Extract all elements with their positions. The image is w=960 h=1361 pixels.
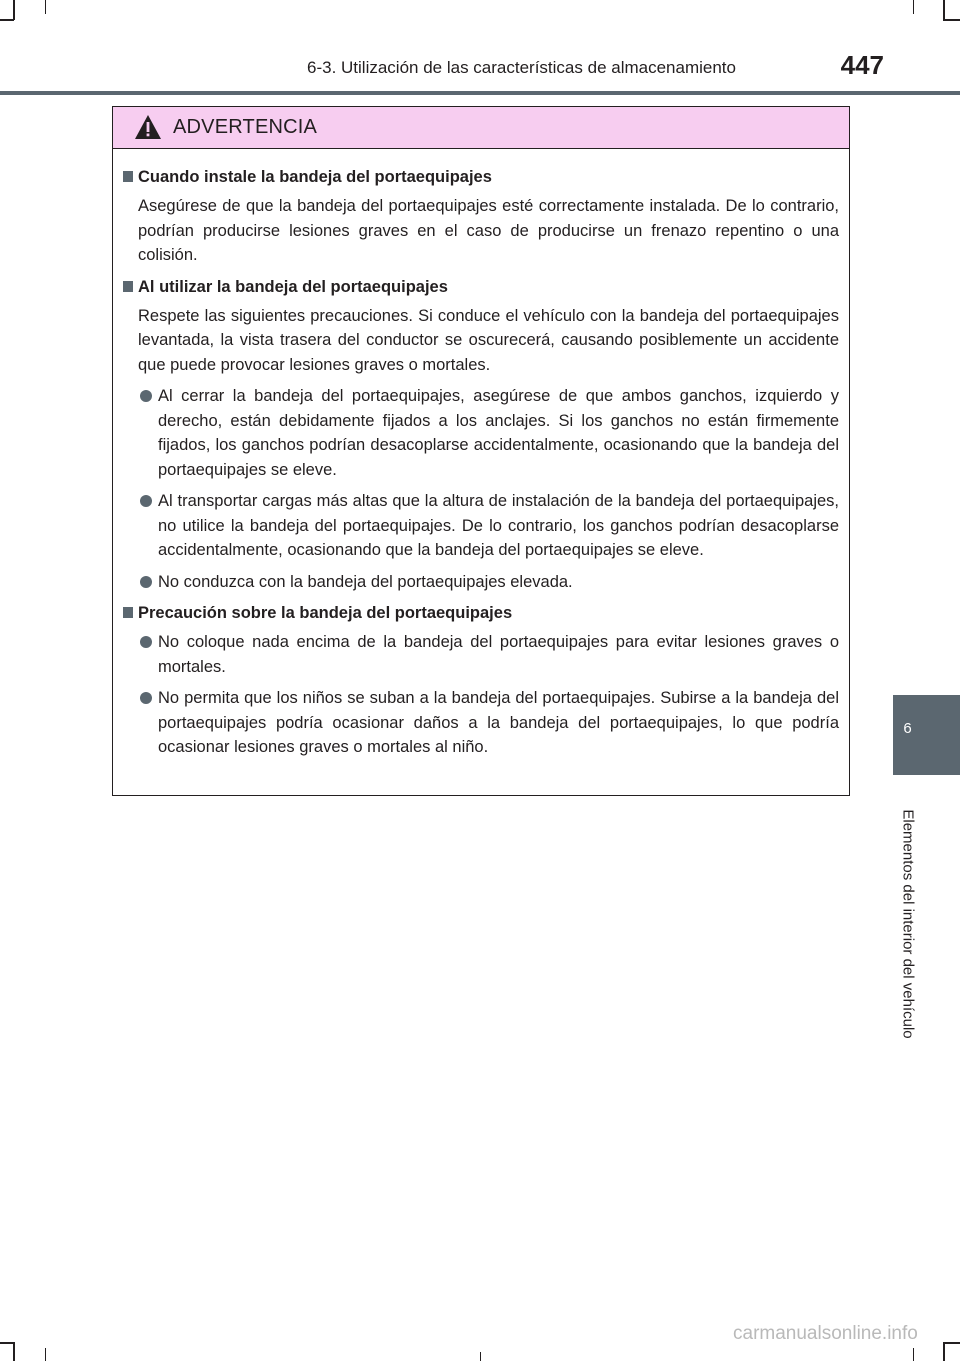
round-bullet-icon (140, 636, 152, 648)
registration-tick (913, 1348, 914, 1361)
warning-box (112, 106, 850, 796)
bullet-item (123, 570, 839, 595)
chapter-label-text: Elementos del interior del vehículo (899, 809, 917, 1039)
section-title: 6-3. Utilización de las características de almacenamiento (307, 58, 736, 77)
bullet-text: No conduzca con la bandeja del portaequipajes elevada. (158, 572, 573, 591)
registration-tick (45, 0, 46, 14)
crop-mark (0, 19, 14, 21)
square-bullet-icon (123, 607, 133, 618)
crop-mark (943, 19, 960, 21)
crop-mark (13, 0, 15, 20)
warning-body (113, 149, 849, 760)
crop-mark (0, 1342, 14, 1344)
section-heading-text: Precaución sobre la bandeja del portaequipajes (138, 604, 513, 622)
registration-tick (45, 1348, 46, 1361)
bullet-text: Al cerrar la bandeja del portaequipajes, asegúrese de que ambos ganchos, izquierdo y derecho, están debidamente fijados a los anclajes. Si los ganchos no están firmemente fijados, los ganchos podrían desacoplarse accidentalmente, ocasionando que la bandeja del portaequipajes se eleve. (158, 387, 839, 479)
round-bullet-icon (140, 390, 152, 402)
chapter-tab (893, 695, 960, 775)
warning-header (113, 107, 849, 149)
bullet-text: No permita que los niños se suban a la bandeja del portaequipajes. Subirse a la bandeja del portaequipajes podría ocasionar daños a la bandeja del portaequipajes, lo que podría ocasionar lesiones graves o mortales al niño. (158, 689, 839, 756)
bullet-text: Al transportar cargas más altas que la altura de instalación de la bandeja del portaequipajes, no utilice la bandeja del portaequipajes. De lo contrario, los ganchos podrían desacoplarse accidentalmente, ocasionando que la bandeja del portaequipajes se eleve. (158, 492, 839, 559)
watermark: carmanualsonline.info (733, 1323, 918, 1344)
square-bullet-icon (123, 281, 133, 292)
chapter-number: 6 (903, 720, 912, 737)
page-number: 447 (840, 50, 884, 80)
round-bullet-icon (140, 692, 152, 704)
chapter-label (894, 788, 922, 1060)
paragraph: Asegúrese de que la bandeja del portaequipajes esté correctamente instalada. De lo contrario, podrían producirse lesiones graves en el caso de producirse un frenazo repentino o una colisión. (138, 197, 839, 264)
bullet-item (123, 630, 839, 679)
bullet-item (123, 489, 839, 563)
warning-title: ADVERTENCIA (173, 116, 318, 138)
registration-tick (913, 0, 914, 14)
header-rule (0, 91, 960, 95)
section-heading (123, 165, 839, 189)
bullet-text: No coloque nada encima de la bandeja del portaequipajes para evitar lesiones graves o mortales. (158, 633, 839, 676)
section-heading-text: Al utilizar la bandeja del portaequipajes (138, 277, 448, 296)
section-heading (123, 601, 839, 625)
round-bullet-icon (140, 495, 152, 507)
registration-tick (480, 1352, 481, 1361)
crop-mark (943, 0, 945, 20)
warning-triangle-icon (134, 114, 162, 140)
square-bullet-icon (123, 171, 133, 182)
paragraph: Respete las siguientes precauciones. Si conduce el vehículo con la bandeja del portaequipajes levantada, la vista trasera del conductor se oscurecerá, causando posiblemente un accidente que puede provocar lesiones graves o mortales. (138, 306, 839, 374)
bullet-item (123, 384, 839, 482)
round-bullet-icon (140, 576, 152, 588)
crop-mark (943, 1342, 960, 1344)
section-heading-text: Cuando instale la bandeja del portaequipajes (138, 168, 492, 186)
bullet-item (123, 686, 839, 760)
crop-mark (13, 1342, 15, 1361)
crop-mark (943, 1342, 945, 1361)
section-heading (123, 275, 839, 299)
